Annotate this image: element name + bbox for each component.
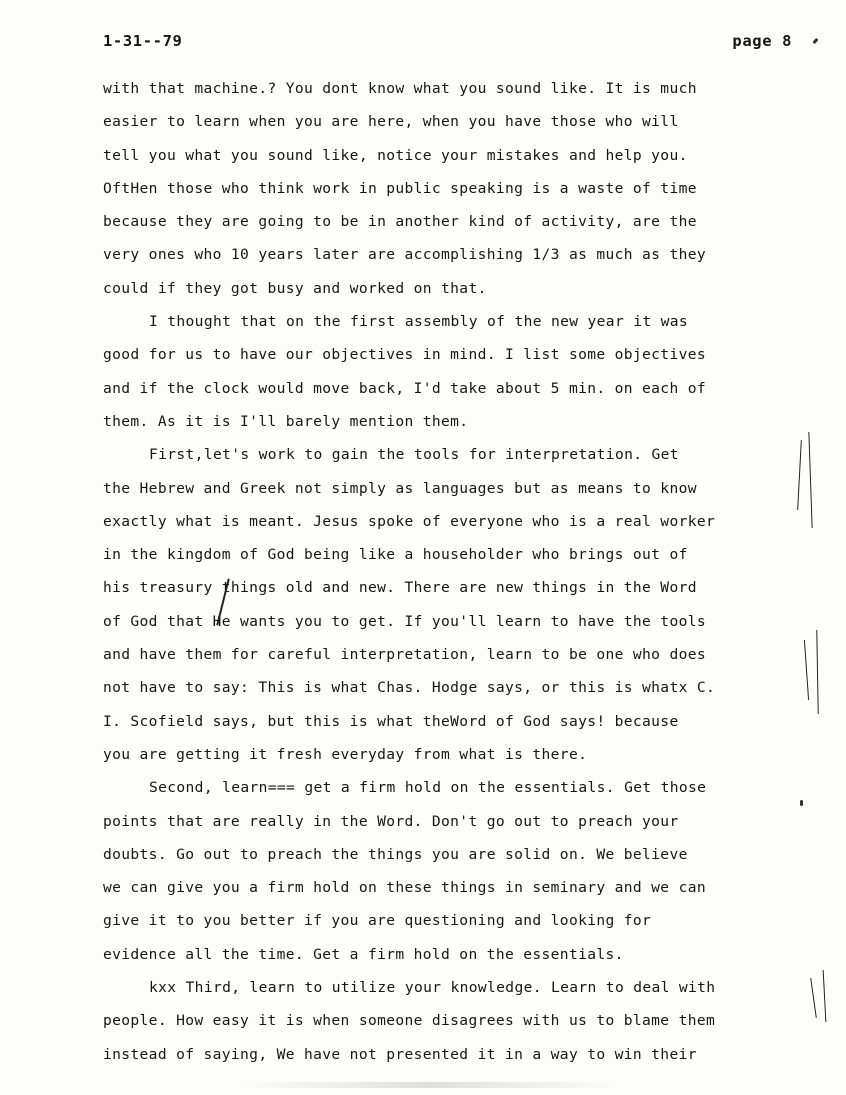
text-line: good for us to have our objectives in mind. I list some objectives bbox=[103, 346, 706, 364]
margin-mark-line bbox=[816, 630, 818, 714]
margin-mark-line bbox=[810, 978, 817, 1018]
text-line: evidence all the time. Get a firm hold on the essentials. bbox=[103, 945, 624, 963]
document-body bbox=[103, 72, 803, 1071]
text-line: instead of saying, We have not presented it in a way to win their bbox=[103, 1045, 697, 1063]
text-line: we can give you a firm hold on these things in seminary and we can bbox=[103, 879, 706, 897]
page-number: page 8 bbox=[732, 32, 792, 50]
page-date: 1-31--79 bbox=[103, 32, 183, 50]
text-line: OftHen those who think work in public speaking is a waste of time bbox=[103, 179, 697, 197]
text-line: points that are really in the Word. Don't go out to preach your bbox=[103, 812, 679, 830]
text-line: doubts. Go out to preach the things you are solid on. We believe bbox=[103, 845, 688, 863]
text-line: people. How easy it is when someone disagrees with us to blame them bbox=[103, 1012, 716, 1030]
text-line: his treasury things old and new. There are new things in the Word bbox=[103, 579, 697, 597]
margin-tick-mark bbox=[812, 38, 818, 45]
paragraph-start-line: First,let's work to gain the tools for interpretation. Get bbox=[149, 446, 679, 464]
margin-tick-mark bbox=[800, 800, 803, 806]
text-line: them. As it is I'll barely mention them. bbox=[103, 412, 469, 430]
text-line: the Hebrew and Greek not simply as languages but as means to know bbox=[103, 479, 697, 497]
paragraph-start-line: Second, learn=== get a firm hold on the essentials. Get those bbox=[149, 779, 707, 797]
text-line: not have to say: This is what Chas. Hodge says, or this is whatx C. bbox=[103, 679, 716, 697]
text-line: of God that He wants you to get. If you'll learn to have the tools bbox=[103, 612, 706, 630]
text-line: very ones who 10 years later are accomplishing 1/3 as much as they bbox=[103, 246, 706, 264]
text-line: exactly what is meant. Jesus spoke of everyone who is a real worker bbox=[103, 512, 716, 530]
margin-mark-line bbox=[804, 640, 809, 700]
text-line: because they are going to be in another kind of activity, are the bbox=[103, 213, 697, 231]
text-line: I. Scofield says, but this is what theWord of God says! because bbox=[103, 712, 679, 730]
margin-mark-line bbox=[808, 432, 812, 528]
text-line: give it to you better if you are questioning and looking for bbox=[103, 912, 652, 930]
paragraph-start-line: I thought that on the first assembly of the new year it was bbox=[149, 313, 689, 331]
margin-mark-line bbox=[823, 970, 827, 1022]
text-line: and if the clock would move back, I'd take about 5 min. on each of bbox=[103, 379, 706, 397]
text-line: you are getting it fresh everyday from what is there. bbox=[103, 745, 588, 763]
scan-smudge bbox=[240, 1082, 620, 1088]
text-line: could if they got busy and worked on that. bbox=[103, 279, 487, 297]
text-line: in the kingdom of God being like a householder who brings out of bbox=[103, 546, 688, 564]
paragraph-start-line: kxx Third, learn to utilize your knowledge. Learn to deal with bbox=[149, 979, 716, 997]
text-line: with that machine.? You dont know what you sound like. It is much bbox=[103, 80, 697, 97]
text-line: tell you what you sound like, notice your mistakes and help you. bbox=[103, 146, 688, 164]
text-line: easier to learn when you are here, when you have those who will bbox=[103, 113, 679, 131]
text-line: and have them for careful interpretation, learn to be one who does bbox=[103, 646, 706, 664]
